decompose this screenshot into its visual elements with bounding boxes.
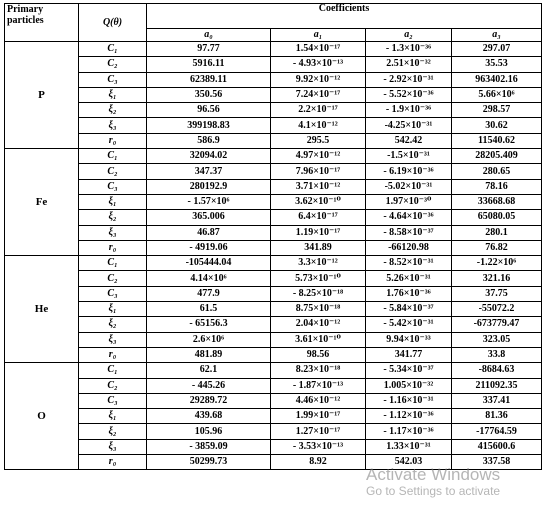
particle-group-label: O — [5, 363, 79, 470]
table-row — [5, 363, 542, 378]
table-row — [5, 87, 542, 102]
q-symbol-cell: C₁ — [79, 256, 147, 271]
coefficient-cell-a1: - 4.93×10⁻¹³ — [271, 57, 366, 72]
coefficients-table — [4, 3, 542, 470]
coefficient-cell-a0: 439.68 — [147, 409, 271, 424]
coefficient-cell-a3: -55072.2 — [452, 302, 542, 317]
table-row — [5, 271, 542, 286]
coefficient-cell-a1: 7.24×10⁻¹⁷ — [271, 87, 366, 102]
coefficient-cell-a1: 1.99×10⁻¹⁷ — [271, 409, 366, 424]
coefficient-cell-a3: 963402.16 — [452, 72, 542, 87]
coefficient-cell-a0: - 65156.3 — [147, 317, 271, 332]
q-symbol-cell: C₃ — [79, 72, 147, 87]
particle-group-label: He — [5, 256, 79, 363]
coefficient-cell-a3: 35.53 — [452, 57, 542, 72]
table-row — [5, 317, 542, 332]
q-symbol-cell: ξ₁ — [79, 87, 147, 102]
table-row — [5, 72, 542, 87]
coefficient-cell-a0: 96.56 — [147, 103, 271, 118]
table-row — [5, 103, 542, 118]
coefficient-cell-a3: 297.07 — [452, 42, 542, 57]
table-row — [5, 57, 542, 72]
coefficient-cell-a2: 5.26×10⁻³¹ — [366, 271, 452, 286]
coefficient-cell-a2: - 1.12×10⁻³⁶ — [366, 409, 452, 424]
table-row — [5, 256, 542, 271]
coefficient-cell-a2: 542.03 — [366, 455, 452, 470]
q-symbol-cell: C₂ — [79, 57, 147, 72]
coefficient-cell-a2: - 5.84×10⁻³⁷ — [366, 302, 452, 317]
coef-header-a2: a₂ — [366, 29, 452, 42]
coefficient-cell-a1: 4.1×10⁻¹² — [271, 118, 366, 133]
coefficient-cell-a2: - 8.52×10⁻³¹ — [366, 256, 452, 271]
coefficient-cell-a0: 61.5 — [147, 302, 271, 317]
coefficient-cell-a0: 29289.72 — [147, 393, 271, 408]
coefficient-cell-a2: - 2.92×10⁻³¹ — [366, 72, 452, 87]
coefficient-cell-a0: 97.77 — [147, 42, 271, 57]
coefficient-cell-a3: 337.41 — [452, 393, 542, 408]
q-symbol-cell: C₂ — [79, 164, 147, 179]
coefficient-cell-a3: 298.57 — [452, 103, 542, 118]
table-row — [5, 439, 542, 454]
coefficient-cell-a3: 76.82 — [452, 240, 542, 255]
q-symbol-cell: C₂ — [79, 271, 147, 286]
q-symbol-cell: C₁ — [79, 42, 147, 57]
coefficient-cell-a3: 321.16 — [452, 271, 542, 286]
coefficient-cell-a3: 280.1 — [452, 225, 542, 240]
coefficient-cell-a2: -4.25×10⁻³¹ — [366, 118, 452, 133]
coefficient-cell-a0: 481.89 — [147, 347, 271, 362]
coefficient-cell-a1: 98.56 — [271, 347, 366, 362]
table-row — [5, 455, 542, 470]
coefficient-cell-a0: 50299.73 — [147, 455, 271, 470]
coefficient-cell-a0: - 1.57×10⁶ — [147, 194, 271, 209]
coefficient-cell-a3: 30.62 — [452, 118, 542, 133]
q-symbol-cell: ξ₃ — [79, 225, 147, 240]
q-symbol-cell: ξ₃ — [79, 332, 147, 347]
table-row — [5, 240, 542, 255]
coefficient-cell-a1: 5.73×10⁻¹⁰ — [271, 271, 366, 286]
coefficient-cell-a2: 9.94×10⁻³³ — [366, 332, 452, 347]
coefficient-cell-a2: 1.76×10⁻³⁶ — [366, 286, 452, 301]
coefficient-cell-a3: 211092.35 — [452, 378, 542, 393]
table-row — [5, 210, 542, 225]
table-row — [5, 409, 542, 424]
q-symbol-cell: ξ₂ — [79, 210, 147, 225]
q-symbol-cell: C₃ — [79, 393, 147, 408]
coefficient-cell-a1: 4.97×10⁻¹² — [271, 149, 366, 164]
coefficient-cell-a2: 1.97×10⁻³⁰ — [366, 194, 452, 209]
q-symbol-cell: r₀ — [79, 240, 147, 255]
table-row — [5, 393, 542, 408]
q-symbol-cell: ξ₃ — [79, 439, 147, 454]
coefficient-cell-a1: 295.5 — [271, 133, 366, 148]
coefficient-cell-a0: 365.006 — [147, 210, 271, 225]
coefficient-cell-a2: - 8.58×10⁻³⁷ — [366, 225, 452, 240]
coefficient-cell-a1: 9.92×10⁻¹² — [271, 72, 366, 87]
coefficient-cell-a0: 62.1 — [147, 363, 271, 378]
watermark-subtitle: Go to Settings to activate — [366, 483, 501, 498]
coefficient-cell-a0: 46.87 — [147, 225, 271, 240]
coefficient-cell-a2: 341.77 — [366, 347, 452, 362]
table-row — [5, 164, 542, 179]
header-row — [5, 4, 542, 29]
table-row — [5, 194, 542, 209]
coefficient-cell-a2: 1.33×10⁻³¹ — [366, 439, 452, 454]
coefficient-cell-a2: - 1.17×10⁻³⁶ — [366, 424, 452, 439]
coefficient-cell-a1: 8.75×10⁻¹⁸ — [271, 302, 366, 317]
coefficient-cell-a1: 1.54×10⁻¹⁷ — [271, 42, 366, 57]
table-row — [5, 302, 542, 317]
q-theta-header: Q(θ) — [79, 4, 147, 42]
q-symbol-cell: r₀ — [79, 347, 147, 362]
coefficient-cell-a2: - 1.16×10⁻³¹ — [366, 393, 452, 408]
coefficient-cell-a1: 3.3×10⁻¹² — [271, 256, 366, 271]
coefficient-cell-a2: - 5.42×10⁻³¹ — [366, 317, 452, 332]
coefficient-cell-a3: -673779.47 — [452, 317, 542, 332]
coefficient-cell-a2: - 6.19×10⁻³⁶ — [366, 164, 452, 179]
coefficient-cell-a2: - 5.34×10⁻³⁷ — [366, 363, 452, 378]
coefficient-cell-a2: - 5.52×10⁻³⁶ — [366, 87, 452, 102]
coefficient-cell-a2: -1.5×10⁻³¹ — [366, 149, 452, 164]
table-row — [5, 118, 542, 133]
coefficient-cell-a3: 337.58 — [452, 455, 542, 470]
coefficient-cell-a0: - 3859.09 — [147, 439, 271, 454]
table-row — [5, 133, 542, 148]
coefficient-cell-a1: - 3.53×10⁻¹³ — [271, 439, 366, 454]
coefficient-cell-a1: 1.19×10⁻¹⁷ — [271, 225, 366, 240]
q-symbol-cell: C₃ — [79, 179, 147, 194]
q-symbol-cell: ξ₂ — [79, 317, 147, 332]
q-symbol-cell: r₀ — [79, 133, 147, 148]
table-row — [5, 149, 542, 164]
coefficient-cell-a1: 3.71×10⁻¹² — [271, 179, 366, 194]
coefficient-cell-a0: -105444.04 — [147, 256, 271, 271]
primary-particles-header: Primary particles — [5, 4, 79, 42]
coefficient-cell-a0: 280192.9 — [147, 179, 271, 194]
coefficient-cell-a1: 3.62×10⁻¹⁰ — [271, 194, 366, 209]
coefficient-cell-a3: 323.05 — [452, 332, 542, 347]
coefficient-cell-a3: 78.16 — [452, 179, 542, 194]
coefficient-cell-a1: 4.46×10⁻¹² — [271, 393, 366, 408]
q-symbol-cell: C₁ — [79, 149, 147, 164]
coefficient-cell-a0: 350.56 — [147, 87, 271, 102]
coefficient-cell-a3: 415600.6 — [452, 439, 542, 454]
coefficient-cell-a0: 5916.11 — [147, 57, 271, 72]
coefficient-cell-a3: 5.66×10⁶ — [452, 87, 542, 102]
coefficient-cell-a1: - 8.25×10⁻¹⁸ — [271, 286, 366, 301]
coefficient-cell-a2: - 4.64×10⁻³⁶ — [366, 210, 452, 225]
coefficient-cell-a1: 8.92 — [271, 455, 366, 470]
table-row — [5, 347, 542, 362]
coefficient-cell-a0: 62389.11 — [147, 72, 271, 87]
coef-header-a3: a₃ — [452, 29, 542, 42]
q-symbol-cell: ξ₁ — [79, 302, 147, 317]
coefficient-cell-a3: 280.65 — [452, 164, 542, 179]
table-row — [5, 286, 542, 301]
table-row — [5, 424, 542, 439]
coefficient-cell-a0: 399198.83 — [147, 118, 271, 133]
coefficient-cell-a2: -66120.98 — [366, 240, 452, 255]
q-symbol-cell: C₁ — [79, 363, 147, 378]
coefficient-cell-a1: 7.96×10⁻¹⁷ — [271, 164, 366, 179]
q-symbol-cell: ξ₂ — [79, 424, 147, 439]
coefficient-cell-a2: 542.42 — [366, 133, 452, 148]
q-symbol-cell: r₀ — [79, 455, 147, 470]
coefficient-cell-a3: 11540.62 — [452, 133, 542, 148]
coefficient-cell-a3: -1.22×10⁶ — [452, 256, 542, 271]
coefficient-cell-a3: 37.75 — [452, 286, 542, 301]
coefficient-cell-a1: 341.89 — [271, 240, 366, 255]
coefficient-cell-a1: 2.04×10⁻¹² — [271, 317, 366, 332]
coefficient-cell-a0: 347.37 — [147, 164, 271, 179]
coefficient-cell-a0: - 4919.06 — [147, 240, 271, 255]
coef-header-a0: a₀ — [147, 29, 271, 42]
q-symbol-cell: ξ₂ — [79, 103, 147, 118]
q-symbol-cell: ξ₃ — [79, 118, 147, 133]
q-symbol-cell: C₃ — [79, 286, 147, 301]
coefficient-cell-a3: 81.36 — [452, 409, 542, 424]
coefficient-cell-a3: -17764.59 — [452, 424, 542, 439]
coefficient-cell-a3: 65080.05 — [452, 210, 542, 225]
coefficients-header: Coefficients — [147, 4, 542, 29]
coefficient-cell-a0: 105.96 — [147, 424, 271, 439]
coefficient-cell-a3: 28205.409 — [452, 149, 542, 164]
activation-watermark — [366, 466, 500, 498]
coefficient-cell-a2: 2.51×10⁻³² — [366, 57, 452, 72]
coefficient-cell-a0: 32094.02 — [147, 149, 271, 164]
coefficient-cell-a2: - 1.9×10⁻³⁶ — [366, 103, 452, 118]
coefficient-cell-a2: 1.005×10⁻³² — [366, 378, 452, 393]
coefficient-cell-a2: - 1.3×10⁻³⁶ — [366, 42, 452, 57]
coefficient-cell-a1: 8.23×10⁻¹⁸ — [271, 363, 366, 378]
q-symbol-cell: ξ₁ — [79, 194, 147, 209]
coefficient-cell-a3: 33.8 — [452, 347, 542, 362]
coefficient-cell-a2: -5.02×10⁻³¹ — [366, 179, 452, 194]
coefficient-cell-a0: 4.14×10⁶ — [147, 271, 271, 286]
coef-header-a1: a₁ — [271, 29, 366, 42]
coefficient-cell-a1: 1.27×10⁻¹⁷ — [271, 424, 366, 439]
watermark-title: Activate Windows — [366, 465, 501, 484]
coefficient-cell-a3: -8684.63 — [452, 363, 542, 378]
coefficient-cell-a0: 477.9 — [147, 286, 271, 301]
coefficient-cell-a0: - 445.26 — [147, 378, 271, 393]
q-symbol-cell: C₂ — [79, 378, 147, 393]
table-row — [5, 378, 542, 393]
coefficient-cell-a1: 3.61×10⁻¹⁰ — [271, 332, 366, 347]
table-row — [5, 332, 542, 347]
table-row — [5, 42, 542, 57]
particle-group-label: P — [5, 42, 79, 149]
particle-group-label: Fe — [5, 149, 79, 256]
coefficient-cell-a1: - 1.87×10⁻¹³ — [271, 378, 366, 393]
table-row — [5, 225, 542, 240]
coefficient-cell-a1: 2.2×10⁻¹⁷ — [271, 103, 366, 118]
coefficient-cell-a0: 2.6×10⁶ — [147, 332, 271, 347]
coefficient-cell-a3: 33668.68 — [452, 194, 542, 209]
coefficient-cell-a1: 6.4×10⁻¹⁷ — [271, 210, 366, 225]
coefficient-cell-a0: 586.9 — [147, 133, 271, 148]
table-row — [5, 179, 542, 194]
q-symbol-cell: ξ₁ — [79, 409, 147, 424]
